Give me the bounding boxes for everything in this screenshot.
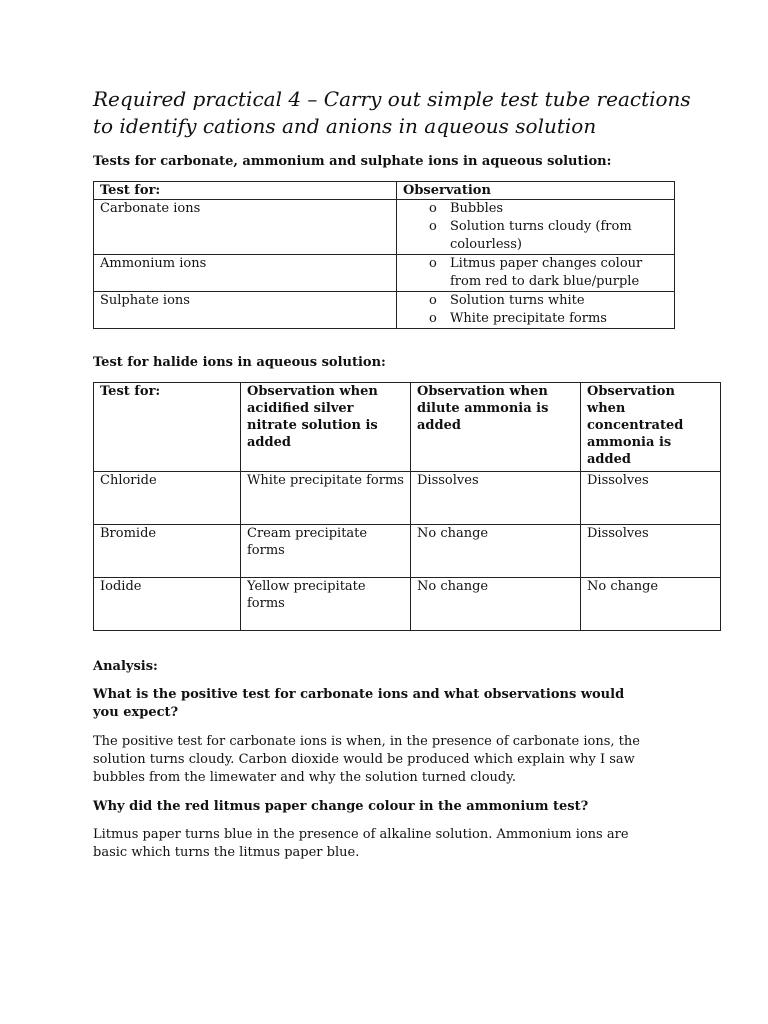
bullet-marker: o [429,311,437,326]
analysis-heading: Analysis: [93,659,158,674]
column-header: Test for: [94,182,397,200]
bullet-marker: o [429,201,437,216]
observation-text: Litmus paper changes colour from red to dark blue/purple [450,256,643,289]
bullet-marker: o [429,219,437,234]
observation-item [403,292,668,310]
observation-list [403,255,668,291]
halide-tests-table [93,382,721,631]
table-cell: Chloride [94,472,241,525]
bullet-marker: o [429,293,437,308]
bullet-marker: o [429,256,437,271]
table-row [94,578,721,631]
table-row [94,255,675,292]
observation-item [403,310,668,328]
section-heading-ion-tests: Tests for carbonate, ammonium and sulphate ions in aqueous solution: [93,154,612,169]
ion-tests-table [93,181,675,329]
table-cell: No change [581,578,721,631]
table-cell: Cream precipitate forms [241,525,411,578]
table-cell: Iodide [94,578,241,631]
table-cell: No change [411,525,581,578]
page-title [93,86,733,140]
test-cell: Ammonium ions [94,255,397,292]
table-cell: White precipitate forms [241,472,411,525]
title-line-1: Required practical 4 – Carry out simple test tube reactions [93,87,691,111]
test-cell: Sulphate ions [94,292,397,329]
column-header: Observation when concentrated ammonia is added [581,383,721,472]
column-header: Observation [397,182,675,200]
observation-text: Solution turns white [450,293,585,308]
answer-carbonate: The positive test for carbonate ions is when, in the presence of carbonate ions, the solution turns cloudy. Carbon dioxide would be produced which explain why I saw bubbles from the limewater and why the solution turned cloudy. [93,734,640,785]
table-cell: Dissolves [411,472,581,525]
observation-text: White precipitate forms [450,311,607,326]
section-heading-halide-tests: Test for halide ions in aqueous solution: [93,355,386,370]
observation-item [403,255,668,291]
table-header-row [94,383,721,472]
table-header-row [94,182,675,200]
table-cell: Dissolves [581,525,721,578]
observation-item [403,200,668,218]
observation-item [403,218,668,254]
question-carbonate: What is the positive test for carbonate ions and what observations would you expect? [93,687,625,720]
table-cell: Bromide [94,525,241,578]
observation-cell [397,255,675,292]
column-header: Observation when acidified silver nitrate solution is added [241,383,411,472]
answer-litmus: Litmus paper turns blue in the presence of alkaline solution. Ammonium ions are basic which turns the litmus paper blue. [93,827,629,860]
table-row [94,525,721,578]
table-cell: No change [411,578,581,631]
table-cell: Yellow precipitate forms [241,578,411,631]
test-cell: Carbonate ions [94,200,397,255]
table-row [94,472,721,525]
table-row [94,200,675,255]
observation-list [403,200,668,254]
table-row [94,292,675,329]
column-header: Test for: [94,383,241,472]
observation-text: Bubbles [450,201,504,216]
question-litmus: Why did the red litmus paper change colour in the ammonium test? [93,799,589,814]
observation-text: Solution turns cloudy (from colourless) [450,219,632,252]
observation-list [403,292,668,328]
observation-cell [397,292,675,329]
observation-cell [397,200,675,255]
table-cell: Dissolves [581,472,721,525]
title-line-2: to identify cations and anions in aqueous solution [93,114,597,138]
column-header: Observation when dilute ammonia is added [411,383,581,472]
